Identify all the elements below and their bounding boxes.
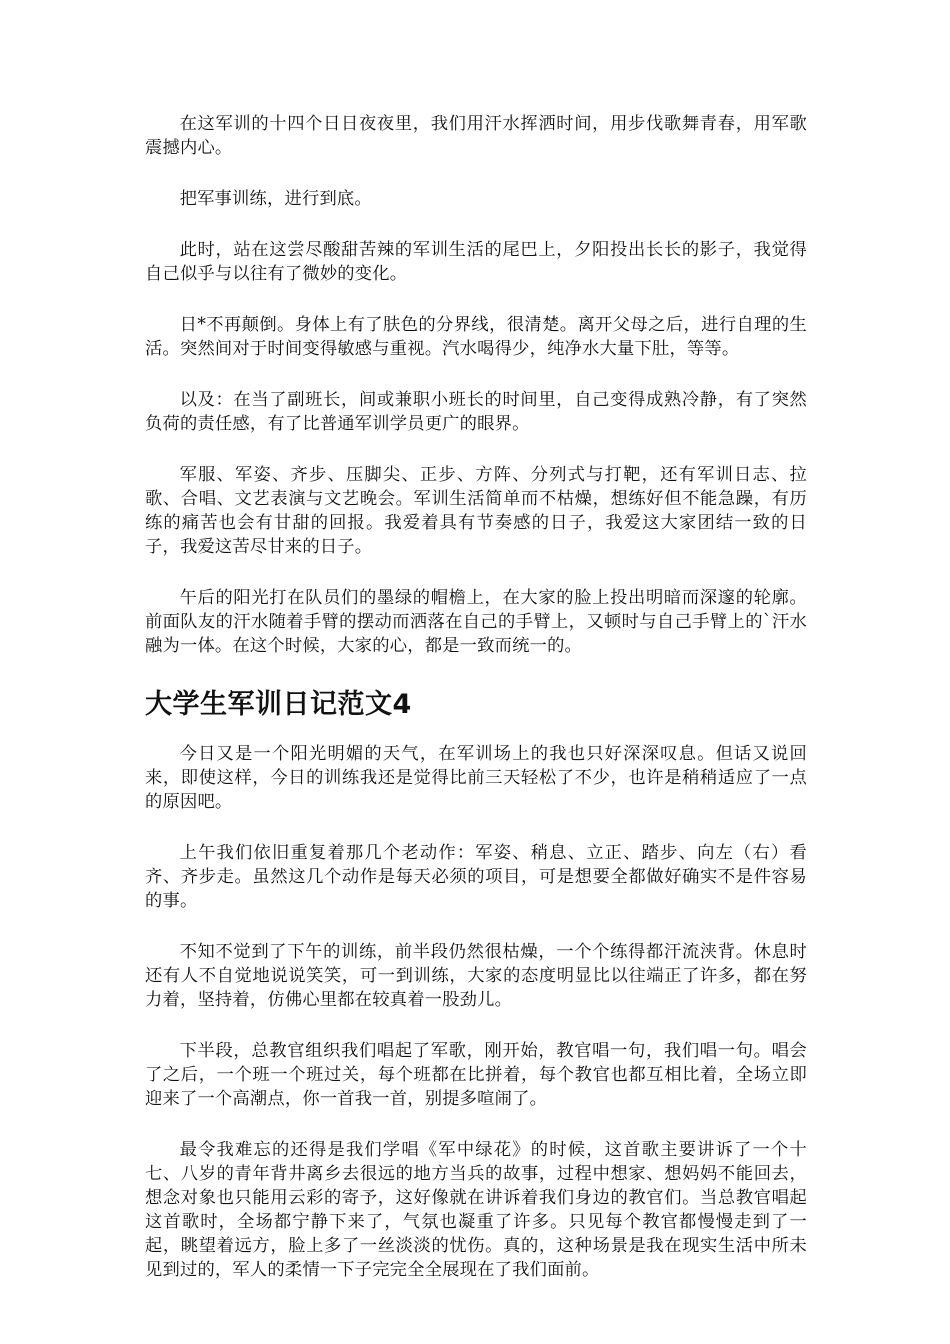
paragraph-5: 以及：在当了副班长，间或兼职小班长的时间里，自己变得成熟冷静，有了突然负荷的责任感，有了比普通军训学员更广的眼界。 xyxy=(145,390,807,434)
paragraph-8: 今日又是一个阳光明媚的天气，在军训场上的我也只好深深叹息。但话又说回来，即使这样，今日的训练我还是觉得比前三天轻松了不少，也许是稍稍适应了一点的原因吧。 xyxy=(145,744,807,812)
paragraph-7: 午后的阳光打在队员们的墨绿的帽檐上，在大家的脸上投出明暗而深邃的轮廓。前面队友的汗水随着手臂的摆动而洒落在自己的手臂上，又顿时与自己手臂上的`汗水融为一体。在这个时候，大家的心，都是一致而统一的。 xyxy=(145,588,807,656)
paragraph-2: 把军事训练，进行到底。 xyxy=(179,189,372,209)
paragraph-3: 此时，站在这尝尽酸甜苦辣的军训生活的尾巴上，夕阳投出长长的影子，我觉得自己似乎与以往有了微妙的变化。 xyxy=(145,240,807,284)
paragraph-9: 上午我们依旧重复着那几个老动作：军姿、稍息、立正、踏步、向左（右）看齐、齐步走。虽然这几个动作是每天必须的项目，可是想要全都做好确实不是件容易的事。 xyxy=(145,843,807,911)
section-heading: 大学生军训日记范文4 xyxy=(145,689,412,720)
document-body xyxy=(145,112,807,1309)
paragraph-11: 下半段，总教官组织我们唱起了军歌，刚开始，教官唱一句，我们唱一句。唱会了之后，一个班一个班过关，每个班都在比拼着，每个教官也都互相比着，全场立即迎来了一个高潮点，你一首我一首，别提多喧闹了。 xyxy=(145,1041,807,1109)
paragraph-12: 最令我难忘的还得是我们学唱《军中绿花》的时候，这首歌主要讲诉了一个十七、八岁的青年背井离乡去很远的地方当兵的故事，过程中想家、想妈妈不能回去，想念对象也只能用云彩的寄予，这好像就在讲诉着我们身边的教官们。当总教官唱起这首歌时，全场都宁静下来了，气氛也凝重了许多。只见每个教官都慢慢走到了一起，眺望着远方，脸上多了一丝淡淡的忧伤。真的，这种场景是我在现实生活中所未见到过的，军人的柔情一下子完完全全展现在了我们面前。 xyxy=(145,1140,807,1280)
paragraph-6: 军服、军姿、齐步、压脚尖、正步、方阵、分列式与打靶，还有军训日志、拉歌、合唱、文艺表演与文艺晚会。军训生活简单而不枯燥，想练好但不能急躁，有历练的痛苦也会有甘甜的回报。我爱着具有节奏感的日子，我爱这大家团结一致的日子，我爱这苦尽甘来的日子。 xyxy=(145,465,807,557)
paragraph-4: 日*不再颠倒。身体上有了肤色的分界线，很清楚。离开父母之后，进行自理的生活。突然间对于时间变得敏感与重视。汽水喝得少，纯净水大量下肚，等等。 xyxy=(145,315,807,359)
paragraph-1: 在这军训的十四个日日夜夜里，我们用汗水挥洒时间，用步伐歌舞青春，用军歌震撼内心。 xyxy=(145,114,807,158)
paragraph-10: 不知不觉到了下午的训练，前半段仍然很枯燥，一个个练得都汗流浃背。休息时还有人不自觉地说说笑笑，可一到训练，大家的态度明显比以往端正了许多，都在努力着，坚持着，仿佛心里都在较真着一股劲儿。 xyxy=(145,942,807,1010)
